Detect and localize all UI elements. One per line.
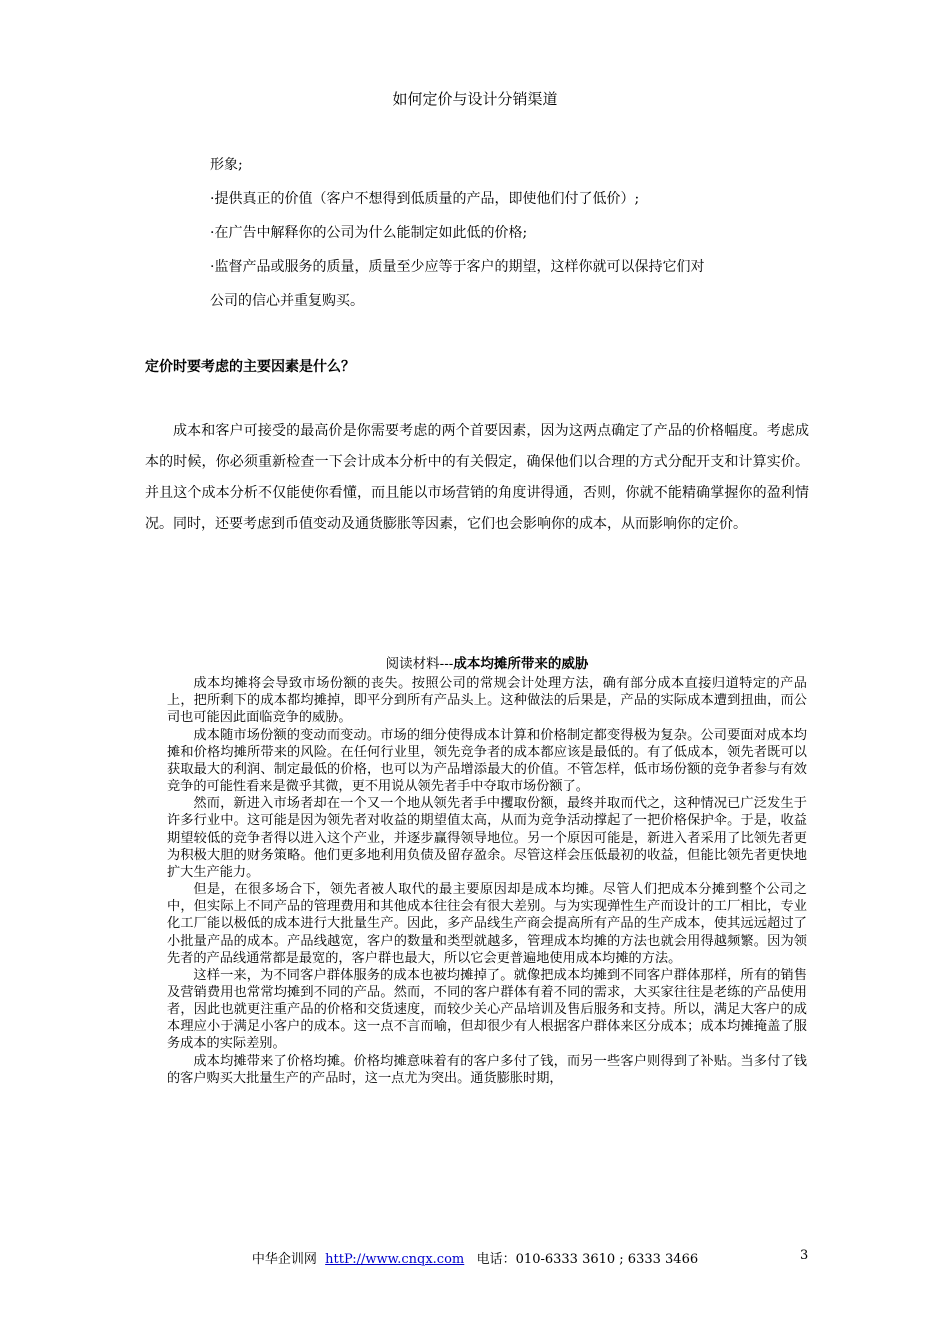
body-paragraph: 成本和客户可接受的最高价是你需要考虑的两个首要因素，因为这两点确定了产品的价格幅度。考虑成本的时候，你必须重新检查一下会计成本分析中的有关假定，确保他们以合理的方式分配开支和计算实价。并且这个成本分析不仅能使你看懂，而且能以市场营销的角度讲得通，否则，你就不能精确掌握你的盈利情况。同时，还要考虑到币值变动及通货膨胀等因素，它们也会影响你的成本，从而影响你的定价。 [145, 423, 809, 532]
pricing-section [145, 416, 809, 540]
section-heading: 定价时要考虑的主要因素是什么？ [145, 359, 355, 375]
bullet-list [210, 148, 810, 318]
list-item: ·提供真正的价值（客户不想得到低质量的产品，即使他们付了低价）; [210, 191, 640, 207]
page-title: 如何定价与设计分销渠道 [392, 90, 558, 108]
footer-url-link[interactable]: httP://www.cnqx.com [325, 1252, 465, 1267]
footer-org: 中华企训网 [251, 1252, 317, 1267]
reading-title-prefix: 阅读材料--- [385, 656, 454, 672]
reading-paragraph: 这样一来，为不同客户群体服务的成本也被均摊掉了。就像把成本均摊到不同客户群体那样，所有的销售及营销费用也常常均摊到不同的产品。然而，不同的客户群体有着不同的需求，大买家往往是老练的产品使用者，因此也就更注重产品的价格和交货速度，而较少关心产品培训及售后服务和支持。所以，满足大客户的成本理应小于满足小客户的成本。这一点不言而喻，但却很少有人根据客户群体来区分成本；成本均摊掩盖了服务成本的实际差别。 [167, 967, 807, 1052]
reading-paragraph: 成本均摊带来了价格均摊。价格均摊意味着有的客户多付了钱，而另一些客户则得到了补贴。当多付了钱的客户购买大批量生产的产品时，这一点尤为突出。通货膨胀时期， [167, 1053, 807, 1086]
reading-material [167, 656, 807, 1087]
reading-paragraph: 但是，在很多场合下，领先者被人取代的最主要原因却是成本均摊。尽管人们把成本分摊到整个公司之中，但实际上不同产品的管理费用和其他成本往往会有很大差别。与为实现弹性生产而设计的工厂相比，专业化工厂能以极低的成本进行大批量生产。因此，多产品线生产商会提高所有产品的生产成本，使其远远超过了小批量产品的成本。产品线越宽，客户的数量和类型就越多，管理成本均摊的方法也就会用得越频繁。因为领先者的产品线通常都是最宽的，客户群也最大，所以它会更普遍地使用成本均摊的方法。 [167, 882, 807, 966]
page-number: 3 [800, 1248, 809, 1263]
reading-paragraph: 成本均摊将会导致市场份额的丧失。按照公司的常规会计处理方法，确有部分成本直接归道特定的产品上，把所剩下的成本都均摊掉，即平分到所有产品头上。这种做法的后果是，产品的实际成本遭到扭曲，而公司也可能因此面临竞争的威胁。 [167, 676, 807, 726]
list-item: 公司的信心并重复购买。 [210, 293, 364, 309]
reading-title-bold: 成本均摊所带来的威胁 [453, 656, 589, 672]
list-item: ·在广告中解释你的公司为什么能制定如此低的价格; [210, 225, 528, 241]
list-item: ·监督产品或服务的质量，质量至少应等于客户的期望，这样你就可以保持它们对 [210, 259, 705, 275]
list-item: 形象; [210, 157, 243, 173]
reading-title [167, 656, 807, 673]
footer-phone: 电话：010-6333 3610 ; 6333 3466 [476, 1252, 699, 1267]
reading-paragraph: 然而，新进入市场者却在一个又一个地从领先者手中攫取份额，最终并取而代之，这种情况已广泛发生于许多行业中。这可能是因为领先者对收益的期望值太高，从而为竞争活动撑起了一把价格保护伞。于是，收益期望较低的竞争者得以进入这个产业，并逐步赢得领导地位。另一个原因可能是，新进入者采用了比领先者更为积极大胆的财务策略。他们更多地利用负债及留存盈余。尽管这样会压低最初的收益，但能比领先者更快地扩大生产能力。 [167, 796, 807, 880]
reading-paragraph: 成本随市场份额的变动而变动。市场的细分使得成本计算和价格制定都变得极为复杂。公司要面对成本均摊和价格均摊所带来的风险。在任何行业里，领先竞争者的成本都应该是最低的。有了低成本，领先者既可以获取最大的利润、制定最低的价格，也可以为产品增添最大的价值。不管怎样，低市场份额的竞争者参与有效竞争的可能性看来是微乎其微，更不用说从领先者手中夺取市场份额了。 [167, 727, 807, 795]
